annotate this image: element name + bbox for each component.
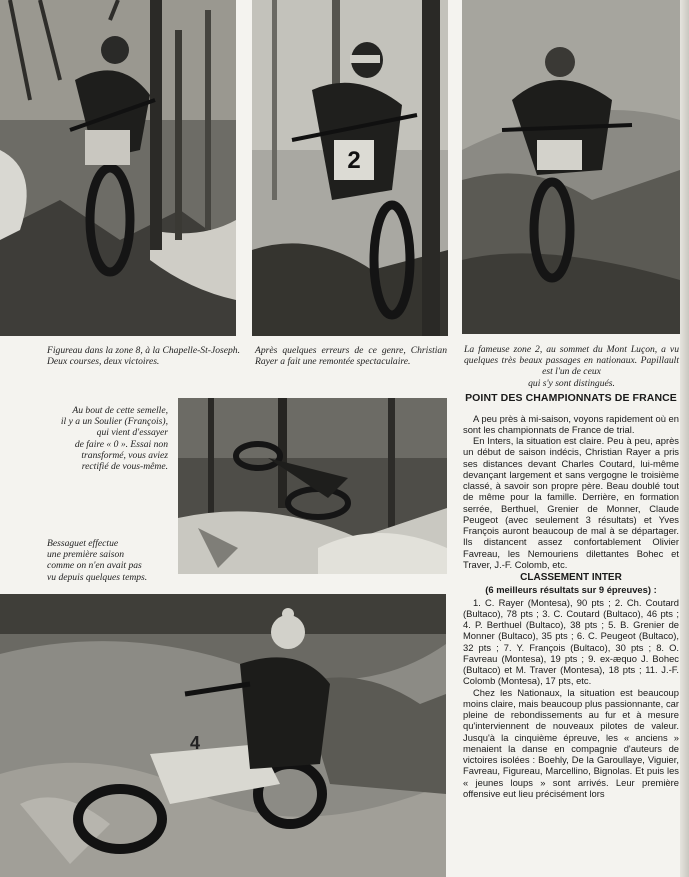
motorcycle-rider-number-2-photo (252, 0, 448, 336)
photo-fallen-rider (178, 398, 447, 574)
classement-results: 1. C. Rayer (Montesa), 90 pts ; 2. Ch. Coutard (Bultaco), 78 pts ; 3. C. Coutard (Bultaco), 46 pts ; 4. P. Berthuel (Bultaco), 38 pts ; 5. B. Grenier de Monner (Bultaco), 35 pts ; 6. C. Peugeot (Bultaco), 32 pts ; 7. Y. François (Bultaco), 30 pts ; 8. O. Favreau (Montesa), 19 pts ; 9. ex-æquo J. Bohec (Bultaco) et M. Traver (Montesa), 18 pts ; 11. J.-F. Colomb (Montesa), 17 pts, etc. (463, 596, 679, 687)
plate-number: 2 (347, 147, 361, 174)
classement-subtitle: (6 meilleurs résultats sur 9 épreuves) : (485, 584, 657, 596)
photo-rider-slope (462, 0, 680, 334)
photo-rider-forest (0, 0, 236, 336)
motorcycle-rider-slope-photo (462, 0, 680, 334)
photo-rider-number-2 (252, 0, 448, 336)
article-paragraph: Chez les Nationaux, la situation est beaucoup moins claire, mais beaucoup plus passionnante, car pleine de rebondissements au fur et à mesure qu'interviennent de nouveaux pilotes de valeur. Jusqu'à la cinquième épreuve, les « anciens » menaient la danse en compagnie d'auteurs de victoires isolées : Boehly, De la Garoullaye, Viguier, Favreau, Figureau, Marcellino, Bignolas. Et puis les « jeunes loups » sont arrivés. Leur première offensive eut lieu précisément lors (463, 686, 679, 799)
caption-rayer: Après quelques erreurs de ce genre, Christian Rayer a fait une remontée spectaculaire. (255, 345, 447, 368)
caption-soulier: Au bout de cette semelle, il y a un Soulier (François), qui vient d'essayer de faire « 0 ». Essai non transformé, vous aviez rectifié de vous-même. (60, 405, 168, 473)
photo-rider-rocks (0, 594, 446, 877)
page-edge (680, 0, 689, 877)
article-championnats (463, 393, 679, 799)
fallen-rider-photo (178, 398, 447, 574)
classement-title: CLASSEMENT INTER (520, 572, 622, 583)
article-paragraph: A peu près à mi-saison, voyons rapidement où en sont les championnats de France de trial. (463, 412, 679, 435)
motorcycle-rider-rocks-photo (0, 594, 446, 877)
caption-bessaguet: Bessaguet effectue une première saison comme on n'en avait pas vu depuis quelques temps. (47, 538, 148, 583)
article-paragraph: En Inters, la situation est claire. Peu à peu, après un début de saison indécis, Christian Rayer a pris ses distances devant Charles Coutard, lui-même devançant largement et sans vergogne le troisième classé, à savoir son propre père. Beau doublé tout de même pour la famille. Derrière, en formation serrée, Berthuel, Grenier de Monner, Claude Peugeot (avec seulement 3 résultats) et Yves François auront beaucoup de mal à se départager. Ils distancent assez confortablement Olivier Favreau, les Nemouriens dilettantes Bohec et Traver, J.-F. Colomb, etc. (463, 435, 679, 570)
caption-zone-2: La fameuse zone 2, au sommet du Mont Luçon, a vu quelques très beaux passages en nationaux. Papillault est l'un de ceux qui s'y sont distingués. (464, 344, 679, 389)
caption-figureau: Figureau dans la zone 8, à la Chapelle-St-Joseph. Deux courses, deux victoires. (47, 345, 240, 368)
plate-number: 4 (190, 733, 201, 753)
motorcycle-rider-forest-photo (0, 0, 236, 336)
article-title: POINT DES CHAMPIONNATS DE FRANCE (465, 392, 677, 404)
